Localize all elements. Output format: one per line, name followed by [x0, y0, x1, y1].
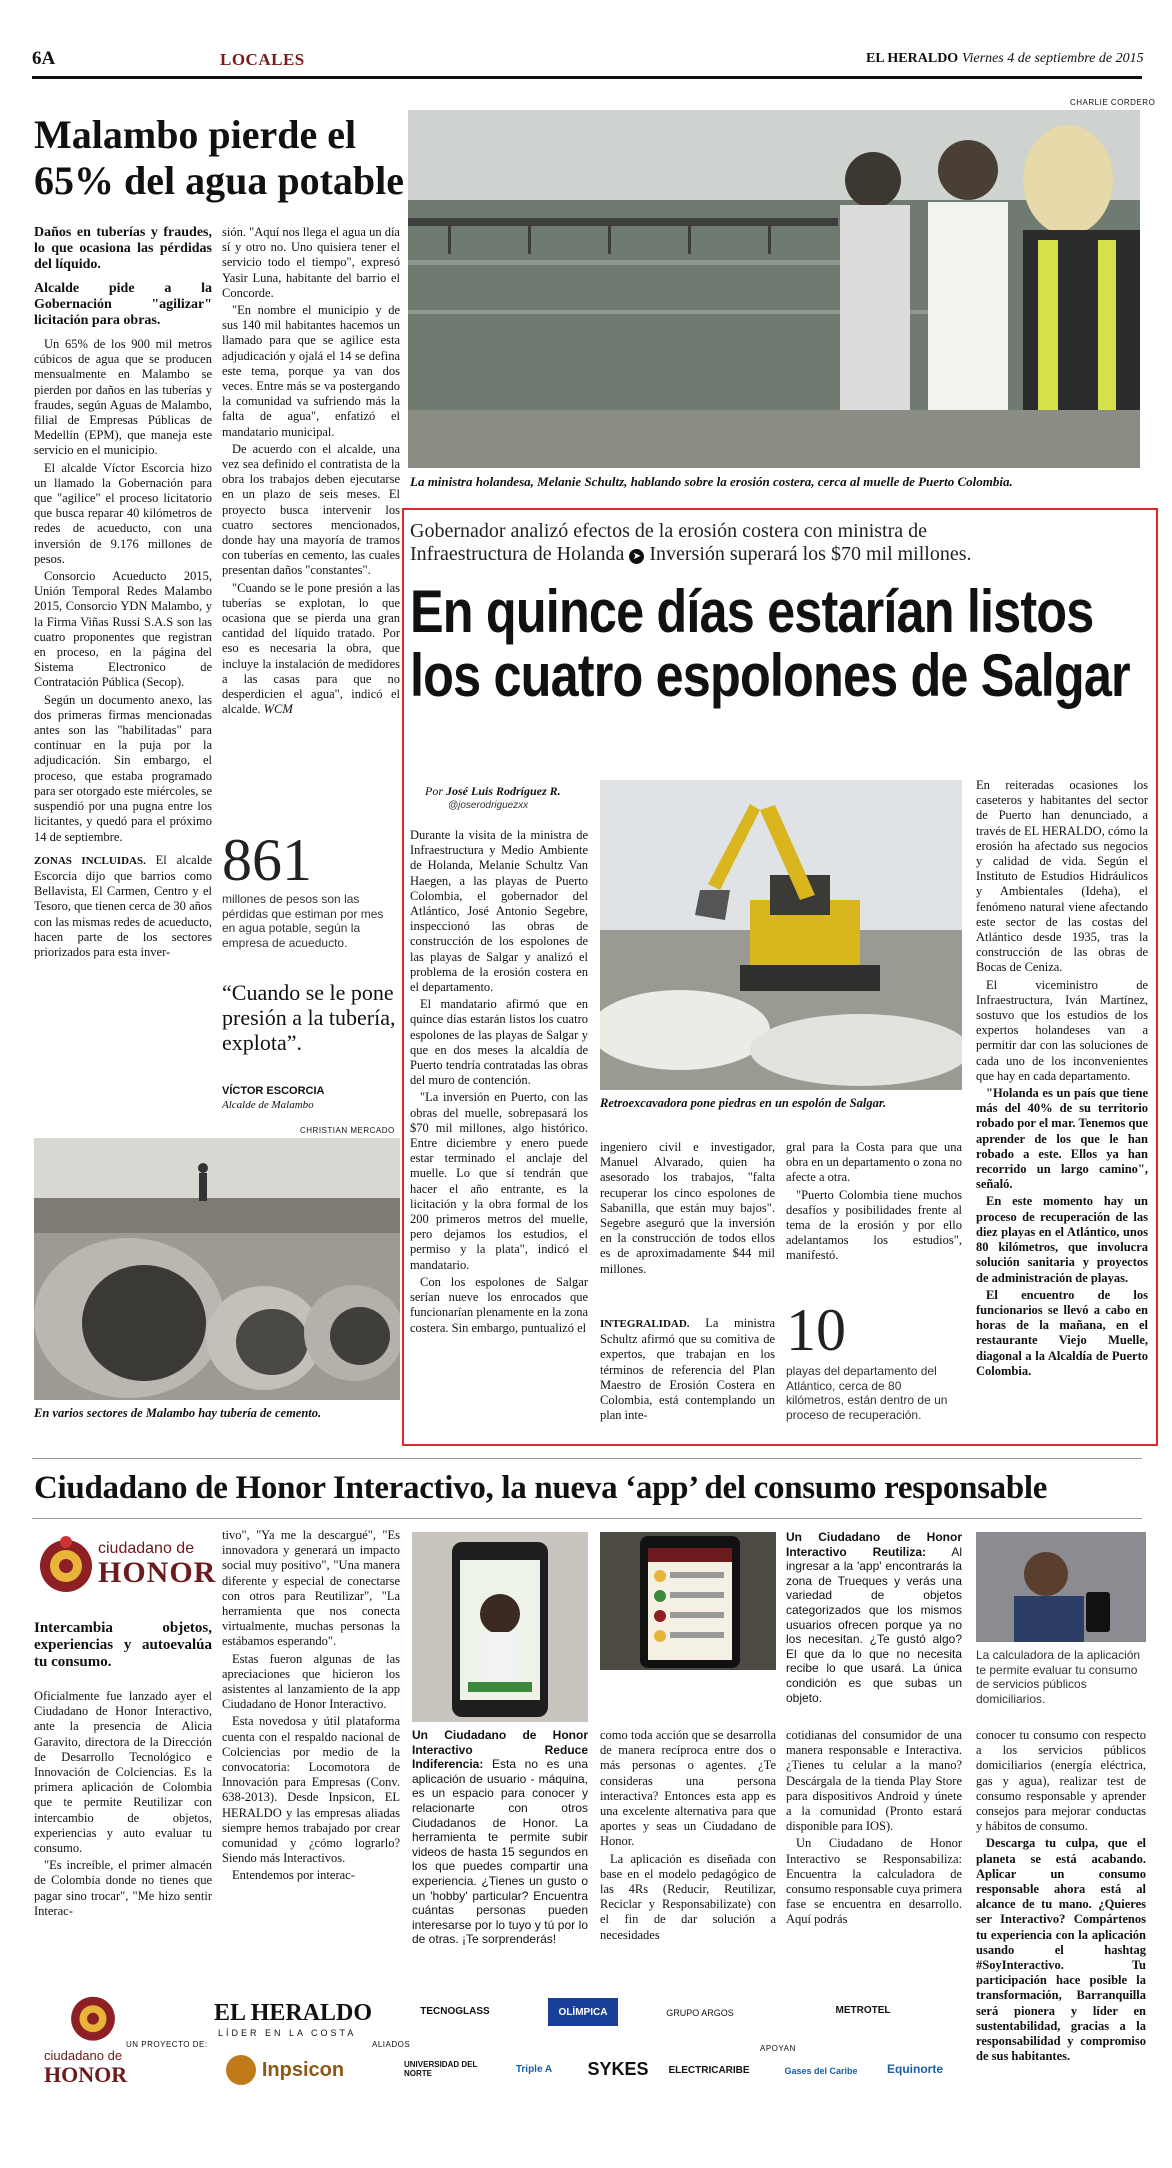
salgar-column-4: [976, 778, 1148, 1438]
salgar-paragraph: Durante la visita de la ministra de Infraestructura y Medio Ambiente de Holanda, Melanie Schultz Van Haegen, a las playas de Puerto Colombia, el gobernador del Atlántico, José Antonio Segebre, inspeccionó las obras de construcción de los espolones de las playas de Salgar y analizó el problema de la erosión costera en el departamento.: [410, 828, 588, 995]
logo-olimpica-text: OLÍMPICA: [558, 2006, 608, 2018]
malambo-quote-author: VÍCTOR ESCORCIA: [222, 1085, 325, 1097]
malambo-zonas-paragraph: [34, 853, 212, 960]
malambo-quote-role: Alcalde de Malambo: [222, 1099, 314, 1111]
honor-paragraph: Estas fueron algunas de las apreciaciones que hicieron los asistentes al lanzamiento de la app Ciudadano de Honor Interactivo.: [222, 1651, 400, 1712]
salgar-column-2: [600, 1140, 775, 1290]
aliados-label: ALIADOS: [372, 2040, 411, 2049]
salgar-paragraph: "La inversión en Puerto, con las obras del muelle, sobrepasará los $70 mil millones, algo histórico. Entre diciembre y enero puede estar terminado el anclaje del muelle. Lo que sí tendrán que hacer el año entrante, es la licitación y la obra formal de los 200 primeros metros del muelle, pero dejamos los estudios, el permiso y la plata", indicó el mandatario.: [410, 1090, 588, 1272]
honor-paragraph: "Es increíble, el primer almacén de Colombia donde no tienes que pagar sino trocar", "Me hizo sentir Interac-: [34, 1858, 212, 1918]
salgar-headline: [410, 580, 1149, 708]
honor-logo-line1: ciudadano de: [98, 1540, 195, 1557]
malambo-paragraph: Un 65% de los 900 mil metros cúbicos de agua que se producen mensualmente en Malambo se pierden por daños en las tuberías y fraudes, según Aguas de Malambo, filial de Empresas Públicas de Medellín (EPM), que maneja este servicio en el municipio.: [34, 337, 212, 458]
malambo-zonas-label: ZONAS INCLUIDAS.: [34, 854, 146, 867]
section-label: LOCALES: [220, 50, 305, 69]
honor-box-reutiliza: [786, 1530, 962, 1720]
logo-inpsicon: [210, 2050, 360, 2090]
arrow-circle-icon: ➤: [629, 549, 644, 564]
section-divider: [32, 1458, 1142, 1459]
malambo-column-2: [222, 225, 400, 805]
salgar-headline-line2: los cuatro espolones de Salgar: [410, 642, 1130, 709]
footer-heraldo-name: EL HERALDO: [214, 2000, 373, 2026]
salgar-kicker-line2: [410, 543, 1150, 566]
logo-sykes: [582, 2054, 654, 2084]
salgar-photo-caption: La ministra holandesa, Melanie Schultz, hablando sobre la erosión costera, cerca al muelle de Puerto Colombia.: [410, 474, 1013, 489]
malambo-stat-number: 861: [222, 827, 312, 893]
salgar-headline-line1: En quince días estarían listos: [410, 578, 1094, 645]
salgar-paragraph: gral para la Costa para que una obra en un departamento o zona no afecte a otra.: [786, 1140, 962, 1185]
honor-photo4-caption: La calculadora de la aplicación te permite evaluar tu consumo de servicios públicos domiciliarios.: [976, 1648, 1141, 1706]
malambo-paragraph: Consorcio Acueducto 2015, Unión Temporal Redes Malambo 2015, Consorcio YDN Malambo, y la Firma Viñas Russi S.A.S son las cuatro proponentes que registran en proceso, en la página del Sistema Electronico de Contratación Pública (Secop).: [34, 569, 212, 690]
ministra-illustration: [408, 110, 1140, 468]
box-reduce-title: Un Ciudadano de Honor Interactivo Reduce Indiferencia:: [412, 1728, 588, 1772]
honor-photo-app-screen: [600, 1532, 776, 1670]
logo-metrotel: [828, 1996, 898, 2024]
malambo-lead-1: Daños en tuberías y fraudes, lo que ocasiona las pérdidas del líquido.: [34, 225, 212, 272]
honor-logo: [34, 1530, 217, 1600]
malambo-title-line2: 65% del agua potable: [34, 158, 405, 203]
logo-gases-caribe-text: Gases del Caribe: [784, 2066, 858, 2076]
salgar-stat-number: 10: [786, 1297, 846, 1363]
salgar-kicker-line1: Gobernador analizó efectos de la erosión costera con ministra de: [410, 520, 928, 542]
malambo-paragraph: sión. "Aquí nos llega el agua un día sí y otro no. Uno quisiera tener el servicio todo el tiempo", expresó Yasir Luna, habitante del barrio el Concorde.: [222, 225, 400, 300]
logo-triple-a: [498, 2054, 570, 2084]
honor-headline: Ciudadano de Honor Interactivo, la nueva ‘app’ del consumo responsable: [34, 1470, 1048, 1506]
malambo-quote: “Cuando se le pone presión a la tubería, explota”.: [222, 980, 396, 1055]
excavator-illustration: [600, 780, 962, 1090]
salgar-kicker: [410, 520, 1150, 566]
honor-lead: Intercambia objetos, experiencias y autoevalúa tu consumo.: [34, 1620, 212, 1670]
malambo-title: [34, 112, 414, 204]
honor-column-4: [786, 1728, 962, 1958]
malambo-last-paragraph: "Cuando se le pone presión a las tuberías se explotan, lo que ocasiona que se pierda una gran cantidad del líquido tratado. Por eso es necesaria la obra, que incluye la instalación de medidores a las casas para que no desperdicien el agua", indicó el alcalde.: [222, 580, 400, 717]
salgar-paragraph: "Holanda es un país que tiene más del 40% de su territorio robado por el mar. Tenemos que aprender de los que le han robado a este. Ellos ya han recorrido un largo camino", señaló.: [976, 1086, 1148, 1192]
malambo-photo-caption: En varios sectores de Malambo hay tubería de cemento.: [34, 1406, 322, 1420]
box-reutiliza-text: Al ingresar a la 'app' encontrarás la zona de Trueques y verás una variedad de objetos categorizados que los mismos usuarios ofrecen porque ya no los necesitan. ¿Te gustó algo? El que da lo que no necesita recibe lo que usará. La única condición es que subas un objeto.: [786, 1544, 962, 1705]
salgar-paragraph: "Puerto Colombia tiene muchos desafíos y posibilidades frente al tema de la erosión y por ello adelantamos los estudios", manifestó.: [786, 1187, 962, 1263]
honor-paragraph: tivo", "Ya me la descargué", "Es innovadora y generará un impacto social muy positivo", "Una manera diferente y especial de conectarse con otros para Reutilizar", "La herramienta que nos conecta virtualmente, muchas personas la estábamos esperando".: [222, 1528, 400, 1649]
malambo-lead-2: Alcalde pide a la Gobernación "agilizar" licitación para obras.: [34, 281, 212, 328]
malambo-paragraph: De acuerdo con el alcalde, una vez sea definido el contratista de la obra los trabajos deben ejecutarse en un plazo de seis meses. El proyecto busca intervenir los cuatro sectores mencionados, donde hay una mayoría de tramos con tuberías en cemento, las cuales presentan daños "constantes".: [222, 441, 400, 578]
integralidad-text: La ministra Schultz afirmó que su comitiva de expertos, que trabajan en los términos de referencia del Plan Maestro de Erosión Costera en Colombia, está contemplando un plan inte-: [600, 1316, 775, 1423]
malambo-paragraph: [222, 581, 400, 718]
honor-box-reduce: [412, 1728, 588, 1958]
man-illustration: [976, 1532, 1146, 1642]
byline-prefix: Por: [425, 784, 443, 798]
header-rule: [32, 76, 1142, 79]
honor-paragraph: Oficialmente fue lanzado ayer el Ciudadano de Honor Interactivo, ante la presencia de Alicia Garavito, directora de la Dirección de Desarrollo Tecnológico e Innovación de Colciencias. Es la primera aplicación de Colombia que te permite Reutilizar con intercambio de objetos, experiencias y auto evaluar tu consumo.: [34, 1689, 212, 1856]
salgar-integralidad: [600, 1316, 775, 1436]
salgar-paragraph: En este momento hay un proceso de recuperación de las diez playas en el Atlántico, unos 80 kilómetros, que involucra solución sanitaria y proyectos de administración de playas.: [976, 1194, 1148, 1285]
honor-column-1: [34, 1620, 212, 2030]
honor-headline-rule: [32, 1518, 1142, 1519]
malambo-photo-cement-pipes: [34, 1138, 400, 1400]
footer-heraldo-tag: LÍDER EN LA COSTA: [218, 2028, 357, 2038]
logo-uninorte: [404, 2054, 500, 2084]
logo-metrotel-text: METROTEL: [835, 2004, 891, 2016]
logo-gases-caribe: [776, 2056, 866, 2086]
logo-olimpica: [548, 1998, 618, 2026]
malambo-paragraph: "En nombre el municipio y de sus 140 mil habitantes hacemos un llamado para que se agilice esta adjudicación y ojalá el 14 se defina este tema, porque ya van dos veces. Entre más se va postergando la comunidad va sufriendo más la falta de agua", enfatizó el mandatario municipal.: [222, 303, 400, 439]
logo-grupo-argos-text: GRUPO ARGOS: [666, 2008, 734, 2018]
salgar-photo2-caption: Retroexcavadora pone piedras en un espolón de Salgar.: [600, 1096, 887, 1110]
logo-equinorte: [870, 2052, 960, 2086]
logo-equinorte-text: Equinorte: [887, 2062, 943, 2076]
logo-grupo-argos: [660, 2000, 740, 2026]
byline-name: José Luis Rodríguez R.: [446, 784, 561, 798]
logo-uninorte-text: UNIVERSIDAD DEL NORTE: [404, 2060, 478, 2078]
salgar-kicker-line2a: Infraestructura de Holanda: [410, 543, 625, 565]
honor-column-2: [222, 1528, 400, 2028]
logo-sykes-text: SYKES: [587, 2058, 649, 2079]
honor-paragraph: Entendemos por interac-: [232, 1868, 355, 1883]
malambo-stat-text: millones de pesos son las pérdidas que estiman por mes en agua potable, según la empresa de acueducto.: [222, 892, 384, 950]
honor-photo-phone-woman: [412, 1532, 588, 1722]
salgar-kicker-line2b: Inversión superará los $70 mil millones.: [649, 543, 972, 565]
logo-triple-a-text: Triple A: [515, 2063, 553, 2075]
honor-paragraph: Un Ciudadano de Honor Interactivo se Responsabiliza: Encuentra la calculadora de consumo responsable cuya primera fase se encuentra en desarrollo. Aquí podrás: [786, 1836, 962, 1927]
malambo-paragraph: Según un documento anexo, las dos primeras firmas mencionadas antes son las "habilitadas" para continuar en la puja por la adjudicación. Sin embargo, el proceso, que estaba programado para ser otorgado este miércoles, se suspendió por una pugna entre los licitantes, y quedó para el próximo 14 de septiembre.: [34, 692, 212, 844]
salgar-photo-credit: CHARLIE CORDERO: [1070, 98, 1156, 107]
honor-paragraph: Descarga tu culpa, que el planeta se está acabando. Aplicar un consumo responsable ahora está al alcance de tu mano. ¿Quieres ser Interactivo? Compártenos tu experiencia con la aplicación usando el hashtag #SoyInteractivo. Tu participación hace posible la transformación, Barranquilla será pionera y líder en sustentabilidad, gracias a la responsabilidad y compromiso de sus habitantes.: [976, 1836, 1146, 2064]
proyecto-label: UN PROYECTO DE:: [126, 2040, 208, 2049]
salgar-photo-retroexcavadora: [600, 780, 962, 1090]
paper-name: EL HERALDO: [866, 51, 959, 66]
honor-paragraph: cotidianas del consumidor de una manera responsable e Interactiva. ¿Tienes tu celular a la mano? Descárgala de la tienda Play Store para dispositivos Android y únete a la comunidad (Pronto estará disponible para IOS).: [786, 1728, 962, 1834]
salgar-byline: [425, 784, 561, 799]
app-screen-illustration: [600, 1532, 776, 1670]
logo-electricaribe: [664, 2058, 754, 2082]
salgar-column-3: [786, 1140, 962, 1270]
malambo-zonas-text: El alcalde Escorcia dijo que barrios como Bellavista, El Carmen, Centro y el Tesoro, que tienen cerca de 30 años con las mismas redes de acueducto, hacen parte de los sectores priorizados para esta inver-: [34, 852, 212, 959]
honor-column-5: [976, 1728, 1146, 2108]
logo-tecnoglass: [416, 2000, 494, 2022]
salgar-byline-handle: @joserodriguezxx: [448, 800, 529, 811]
malambo-signature: WCM: [263, 702, 293, 717]
honor-paragraph: La aplicación es diseñada con base en el modelo pedagógico de las 4Rs (Reducir, Reutilizar, Reciclar y Responsabilizate) con el fin de dar solución a necesidades: [600, 1851, 776, 1942]
logo-inpsicon-text: Inpsicon: [261, 2058, 345, 2081]
honor-photo-man: [976, 1532, 1146, 1642]
salgar-stat-text: playas del departamento del Atlántico, cerca de 80 kilómetros, están dentro de un proceso de recuperación.: [786, 1364, 948, 1422]
honor-emblem-icon: [34, 1532, 98, 1596]
inpsicon-icon: [226, 2055, 256, 2085]
salgar-paragraph: El viceministro de Infraestructura, Iván Martínez, sostuvo que los estudios de los expertos holandeses van a permitir dar con las soluciones de cada uno de los inconvenientes que hay en cada departamento.: [976, 977, 1148, 1083]
logo-tecnoglass-text: TECNOGLASS: [420, 2005, 490, 2017]
page-number: 6A: [32, 48, 56, 69]
phone-woman-illustration: [412, 1532, 588, 1722]
footer-logo-line1: ciudadano de: [44, 2048, 123, 2063]
pipes-illustration: [34, 1138, 400, 1400]
box-reduce-text: Esta no es una aplicación de usuario - máquina, es un espacio para conocer y relacionarte con otros Ciudadanos de Honor. La herramienta te permite subir videos de hasta 15 segundos en los que puedes compartir una experiencia. ¿Tienes un gusto o un 'hobby' particular? Encuentra cuántas personas pueden interesarse por lo tuyo y tú por lo de otras. ¡Te sorprenderás!: [412, 1757, 588, 1947]
salgar-paragraph: El mandatario afirmó que en quince días estarán listos los cuatro espolones de las playas de Salgar y que en dos meses la alcaldía de Puerto tendría contratadas las obras del muro de contención.: [410, 997, 588, 1088]
box-reutiliza-title: Un Ciudadano de Honor Interactivo Reutiliza:: [786, 1530, 962, 1559]
honor-paragraph: como toda acción que se desarrolla de manera recíproca entre dos o más personas o agentes. ¿Te consideras una persona interactiva? Entonces esta app es una excelente alternativa para que aportes y seas un Ciudadano de Honor.: [600, 1728, 776, 1849]
honor-paragraph: conocer tu consumo con respecto a los servicios públicos domiciliarios (energía eléctrica, gas y agua), realizar test de consumo responsable y aprender consejos para mejorar conductas y hábitos de consumo.: [976, 1728, 1146, 1834]
honor-paragraph: Esta novedosa y útil plataforma cuenta con el respaldo nacional de Colciencias por medio de la convocatoria: Locomotora de Innovación para Empresas (Conv. 638-2013). Desde Inpsicon, EL HERALDO y las empresas aliadas siempre hemos trabajado por crear comunidad y ¿cómo lograrlo? Siendo más Interactivos.: [222, 1714, 400, 1866]
footer-honor-logo: [40, 1990, 150, 2110]
integralidad-label: INTEGRALIDAD.: [600, 1318, 690, 1330]
issue-date: Viernes 4 de septiembre de 2015: [962, 51, 1144, 66]
salgar-photo-ministra: [408, 110, 1140, 468]
malambo-paragraph: El alcalde Víctor Escorcia hizo un llamado la Gobernación para que "agilice" el proceso licitatorio que busca reparar 40 kilómetros de redes de acueducto, con una inversión de 9.176 millones de pesos.: [34, 460, 212, 566]
malambo-photo-credit: CHRISTIAN MERCADO: [300, 1126, 395, 1135]
salgar-column-1: [410, 828, 588, 1428]
malambo-title-line1: Malambo pierde el: [34, 112, 357, 157]
salgar-paragraph: El encuentro de los funcionarios se llevó a cabo en horas de la mañana, en el restaurante Viejo Muelle, diagonal a la Alcaldía de Puerto Colombia.: [976, 1287, 1148, 1378]
footer-logo-line2: HONOR: [44, 2062, 128, 2087]
honor-emblem-icon: [66, 1990, 120, 2044]
salgar-paragraph: En reiteradas ocasiones los caseteros y habitantes del sector de Puerto han denunciado, a través de EL HERALDO, cómo la erosión ha afectado sus negocios y calidad de vida. Según el Instituto de Estudios Hidráulicos y Ambientales (Ideha), el fenómeno natural viene afectando este sector de las costas del Atlántico desde 1935, tras la construcción de las obras de Bocas de Ceniza.: [976, 778, 1148, 975]
malambo-column-1: [34, 225, 212, 985]
apoyan-label: APOYAN: [760, 2044, 796, 2053]
salgar-paragraph: Con los espolones de Salgar serían nueve los enrocados que funcionarían plenamente en la zona costera. Sin embargo, puntualizó el: [410, 1274, 588, 1335]
logo-electricaribe-text: ELECTRICARIBE: [668, 2064, 750, 2076]
salgar-paragraph: ingeniero civil e investigador, Manuel Alvarado, quien ha asesorado los trabajos, "falta recuperar los cinco espolones de Sabanilla, que están muy bajos". Segebre aseguró que la inversión en la construcción de todos ellos es de aproximadamente $44 mil millones.: [600, 1140, 775, 1276]
honor-column-3: [600, 1728, 776, 1958]
honor-logo-line2: HONOR: [98, 1556, 217, 1589]
